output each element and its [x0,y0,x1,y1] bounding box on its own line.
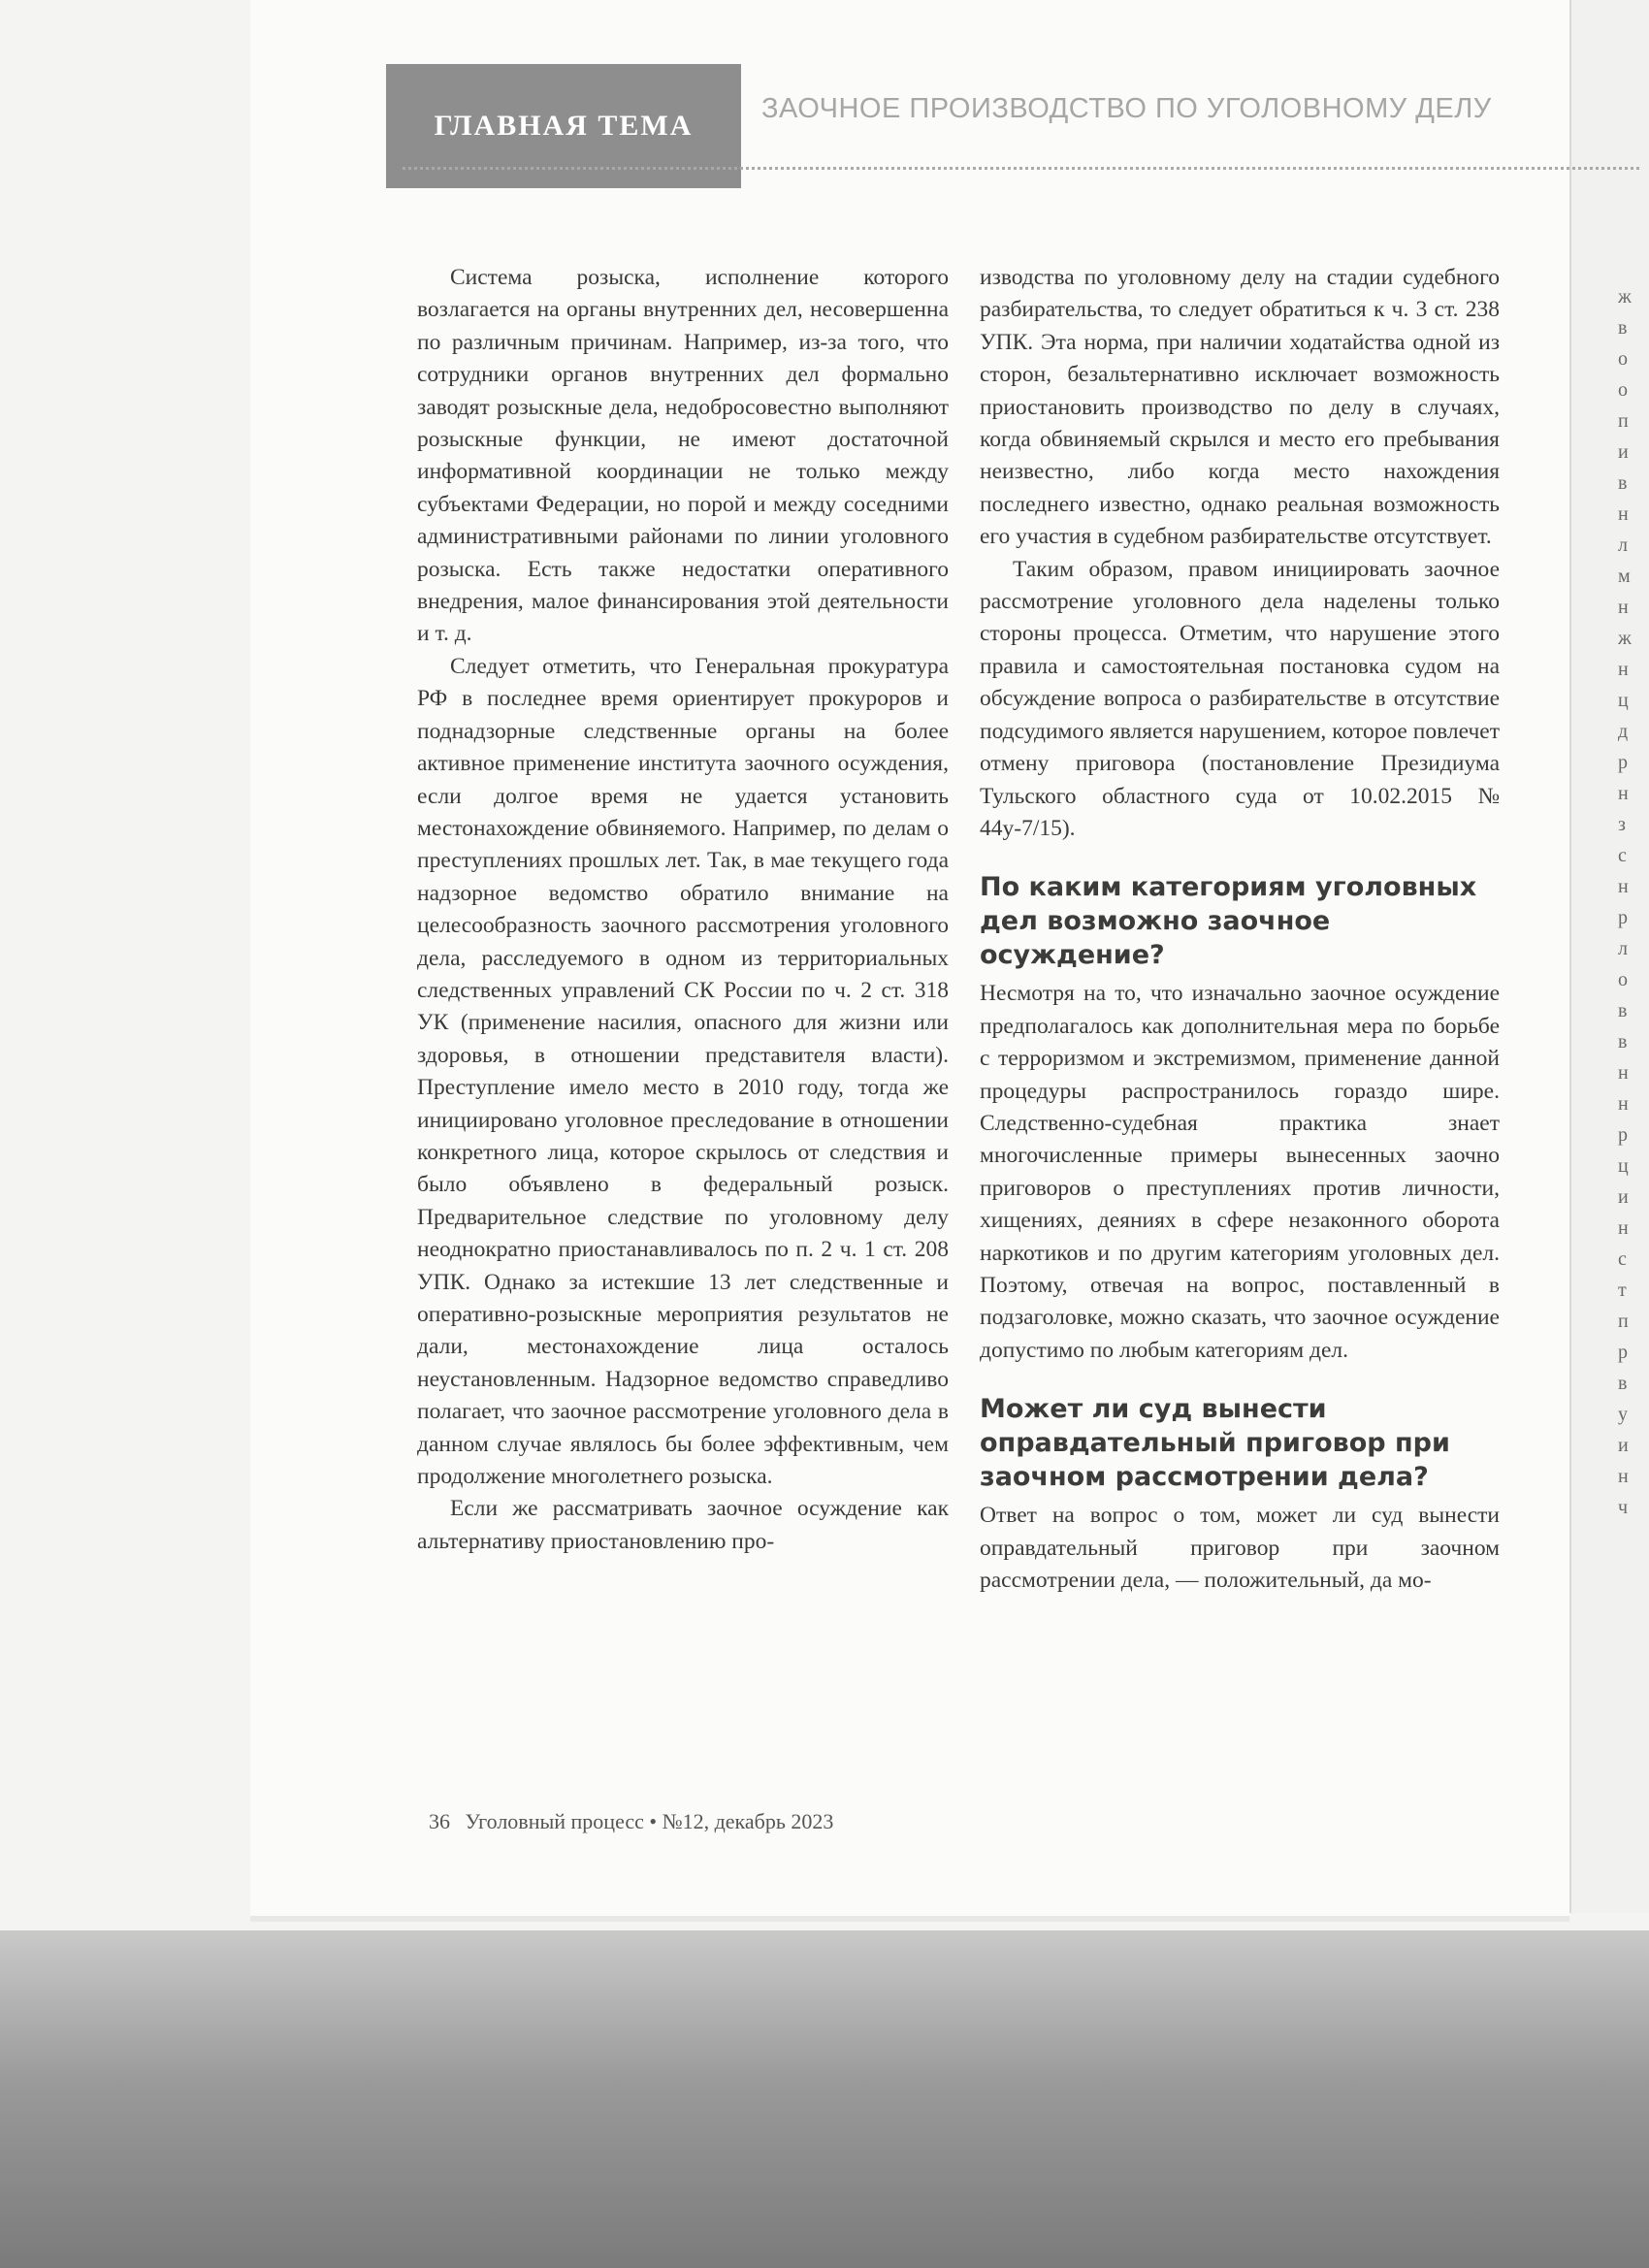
edge-letter: р [1618,1342,1628,1363]
edge-letter: н [1618,876,1629,897]
edge-letter: л [1618,535,1628,556]
paragraph: Следует отметить, что Генеральная прокуратура РФ в последнее время ориентирует прокуроров и поднадзорные следственные органы на более активное применение института заочного осуждения, если долгое время не удается установить местонахождение обвиняемого. Например, по делам о преступлениях прошлых лет. Так, в мае текущего года надзорное ведомство обратило внимание на целесообразность заочного рассмотрения уголовного дела, расследуемого в одном из территориальных следственных управлений СК России по ч. 2 ст. 318 УК (применение насилия, опасного для жизни или здоровья, в отношении представителя власти). Преступление имело место в 2010 году, тогда же инициировано уголовное преследование в отношении конкретного лица, которое скрылось от следствия и было объявлено в федеральный розыск. Предварительное следствие по уголовному делу неоднократно приостанавливалось по п. 2 ч. 1 ст. 208 УПК. Однако за истекшие 13 лет следственные и оперативно-розыскные мероприятия результатов не дали, местонахождение лица осталось неустановленным. Надзорное ведомство справедливо полагает, что заочное рассмотрение уголовного дела в данном случае являлось бы более эффективным, чем продолжение многолетнего розыска. [417,653,949,1490]
edge-letter: у [1618,1404,1628,1425]
edge-letter: в [1618,472,1628,494]
paragraph: Если же рассматривать заочное осуждение как альтернативу приостановлению про- [417,1496,949,1554]
page-number: 36 [429,1809,450,1833]
edge-letter: о [1618,348,1628,370]
edge-letter: с [1618,845,1627,866]
edge-letter: в [1618,1000,1628,1021]
paragraph: Несмотря на то, что изначально заочное осуждение предполагалось как дополнительная мера по борьбе с терроризмом и экстремизмом, применение данной процедуры распространилось гораздо шире. Следственно-судебная практика знает многочисленные примеры вынесенных заочно приговоров о преступлениях против личности, хищениях, деяниях в сфере незаконного оборота наркотиков и по другим категориям уголовных дел. Поэтому, отвечая на вопрос, поставленный в подзаголовке, можно сказать, что заочное осуждение допустимо по любым категориям дел. [980,981,1500,1363]
edge-letter: д [1618,721,1629,742]
edge-letter: н [1618,1466,1629,1487]
paragraph-continued: изводства по уголовному делу на стадии судебного разбирательства, то следует обратиться к ч. 3 ст. 238 УПК. Эта норма, при наличии ходатайства одной из сторон, безальтернативно исключает возможность приостановить производство по делу в случаях, когда обвиняемый скрылся и место его пребывания неизвестно, либо когда место нахождения последнего известно, однако реальная возможность его участия в судебном разбирательстве отсутствует. [980,265,1500,550]
edge-letter: о [1618,379,1628,401]
edge-letter: н [1618,1217,1629,1239]
edge-letter: ж [1618,628,1632,649]
edge-letter: н [1618,783,1629,804]
edge-letter: н [1618,1062,1629,1084]
paragraph: Ответ на вопрос о том, может ли суд вынести оправдательный приговор при заочном рассмотрении дела, — положительный, да мо- [980,1503,1500,1593]
edge-letter: н [1618,503,1629,525]
edge-letter: н [1618,597,1629,618]
edge-letter: р [1618,907,1628,928]
page-footer [429,1809,843,1834]
section-tab: ГЛАВНАЯ ТЕМА [386,64,741,188]
paragraph: Таким образом, правом инициировать заочное рассмотрение уголовного дела наделены только стороны процесса. Отметим, что нарушение этого правила и самостоятельная постановка судом на обсуждение вопроса о разбирательстве в отсутствие подсудимого является нарушением, которое повлечет отмену приговора (постановление Президиума Тульского областного суда от 10.02.2015 № 44у-7/15). [980,556,1500,841]
edge-letter: н [1618,659,1629,680]
edge-letter: о [1618,969,1628,990]
subheading: Может ли суд вынести оправдательный приговор при заочном рассмотрении дела? [980,1394,1450,1493]
header-dotted-rule [403,167,1639,170]
edge-letter: с [1618,1248,1627,1270]
left-column [417,262,949,1558]
next-page-edge-letters [1618,281,1647,1523]
edge-letter: т [1618,1280,1627,1301]
edge-letter: н [1618,1093,1629,1115]
edge-letter: в [1618,317,1628,339]
edge-letter: ч [1618,1497,1629,1518]
edge-letter: и [1618,441,1629,463]
publication-info: Уголовный процесс • №12, декабрь 2023 [465,1809,834,1833]
edge-letter: и [1618,1186,1629,1208]
edge-letter: л [1618,938,1628,959]
edge-letter: в [1618,1373,1628,1394]
edge-letter: п [1618,1311,1629,1332]
edge-letter: в [1618,1031,1628,1053]
running-title: ЗАОЧНОЕ ПРОИЗВОДСТВО ПО УГОЛОВНОМУ ДЕЛУ [761,93,1492,124]
edge-letter: ц [1618,690,1629,711]
edge-letter: з [1618,814,1626,835]
edge-letter: м [1618,566,1631,587]
right-column [980,262,1500,1597]
paragraph: Система розыска, исполнение которого возлагается на органы внутренних дел, несовершенна по различным причинам. Например, из-за того, что сотрудники органов внутренних дел формально заводят розыскные дела, недобросовестно выполняют розыскные функции, не имеют достаточной информативной координации не только между субъектами Федерации, но порой и между соседними административными районами по линии уголовного розыска. Есть также недостатки оперативного внедрения, малое финансирования этой деятельности и т. д. [417,265,949,647]
edge-letter: ж [1618,286,1632,308]
edge-letter: р [1618,752,1628,773]
scanner-shadow [0,1930,1649,2268]
edge-letter: п [1618,410,1629,432]
subheading: По каким категориям уголовных дел возможно заочное осуждение? [980,872,1477,971]
edge-letter: и [1618,1435,1629,1456]
edge-letter: ц [1618,1155,1629,1177]
edge-letter: р [1618,1124,1628,1146]
